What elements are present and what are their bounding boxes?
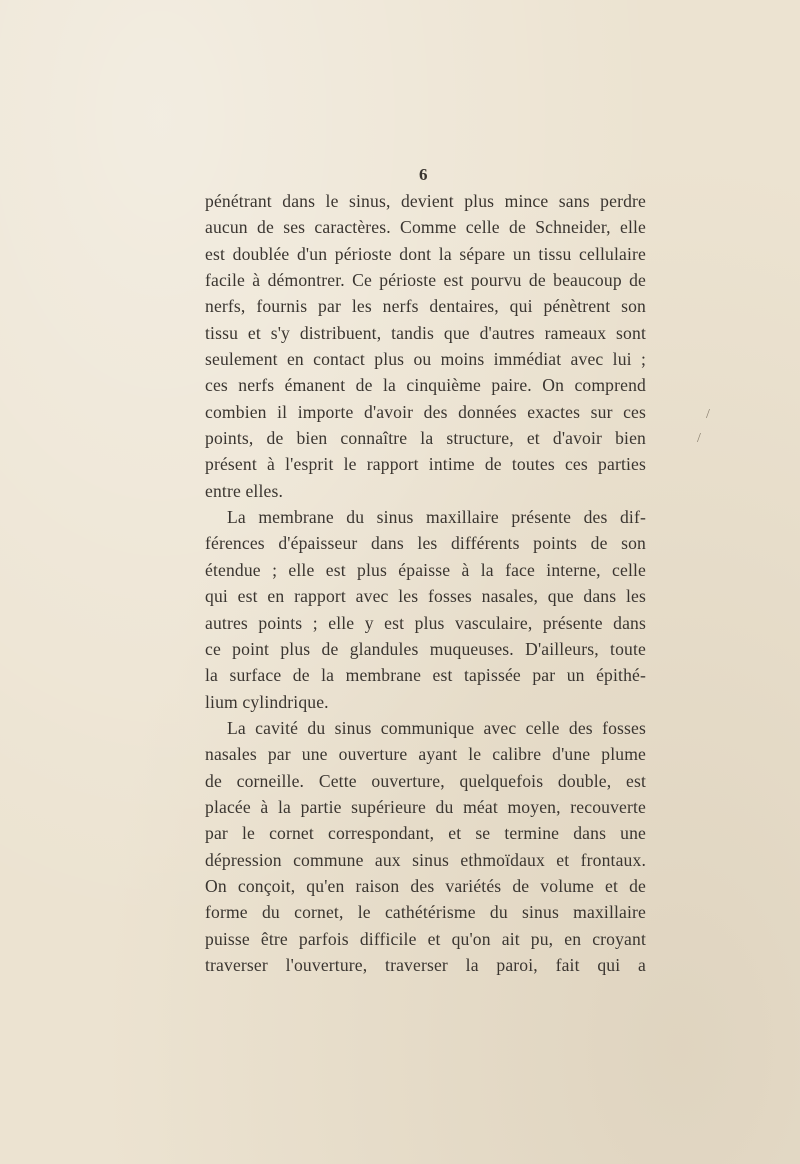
text-line: dépression commune aux sinus ethmoïdaux et frontaux.: [205, 849, 646, 870]
text-line: nasales par une ouverture ayant le calibre d'une plume: [205, 744, 646, 765]
text-line: est doublée d'un périoste dont la sépare un tissu cellulaire: [205, 243, 646, 264]
text-line: présent à l'esprit le rapport intime de toutes ces parties: [205, 454, 646, 475]
text-line: points, de bien connaître la structure, et d'avoir bien: [205, 428, 646, 449]
text-line: La membrane du sinus maxillaire présente des dif-: [227, 507, 646, 528]
text-line: forme du cornet, le cathétérisme du sinus maxillaire: [205, 902, 646, 923]
text-line: férences d'épaisseur dans les différents points de son: [205, 533, 646, 554]
text-line: facile à démontrer. Ce périoste est pourvu de beaucoup de: [205, 270, 646, 291]
text-line: la surface de la membrane est tapissée par un épithé-: [205, 665, 646, 686]
text-line: puisse être parfois difficile et qu'on ait pu, en croyant: [205, 928, 646, 949]
text-line: traverser l'ouverture, traverser la paroi, fait qui a: [205, 954, 646, 975]
text-line: par le cornet correspondant, et se termine dans une: [205, 823, 646, 844]
text-line: étendue ; elle est plus épaisse à la face interne, celle: [205, 559, 646, 580]
text-line: combien il importe d'avoir des données exactes sur ces: [205, 401, 646, 422]
text-line: On conçoit, qu'en raison des variétés de volume et de: [205, 875, 646, 896]
margin-mark: /: [706, 407, 710, 422]
text-line: ces nerfs émanent de la cinquième paire. On comprend: [205, 375, 646, 396]
margin-mark: /: [697, 431, 701, 446]
text-line: nerfs, fournis par les nerfs dentaires, qui pénètrent son: [205, 296, 646, 317]
text-line: entre elles.: [205, 480, 283, 501]
text-line: La cavité du sinus communique avec celle des fosses: [227, 717, 646, 738]
text-line: autres points ; elle y est plus vasculaire, présente dans: [205, 612, 646, 633]
text-line: qui est en rapport avec les fosses nasales, que dans les: [205, 586, 646, 607]
page-number: 6: [419, 165, 428, 184]
text-line: pénétrant dans le sinus, devient plus mince sans perdre: [205, 191, 646, 211]
text-line: placée à la partie supérieure du méat moyen, recouverte: [205, 796, 646, 817]
text-line: lium cylindrique.: [205, 691, 329, 712]
text-line: seulement en contact plus ou moins immédiat avec lui ;: [205, 349, 646, 370]
text-line: tissu et s'y distribuent, tandis que d'autres rameaux sont: [205, 322, 646, 343]
body-text: [205, 188, 646, 978]
text-line: de corneille. Cette ouverture, quelquefois double, est: [205, 770, 646, 791]
text-line: aucun de ses caractères. Comme celle de Schneider, elle: [205, 217, 646, 238]
text-line: ce point plus de glandules muqueuses. D'ailleurs, toute: [205, 638, 646, 659]
